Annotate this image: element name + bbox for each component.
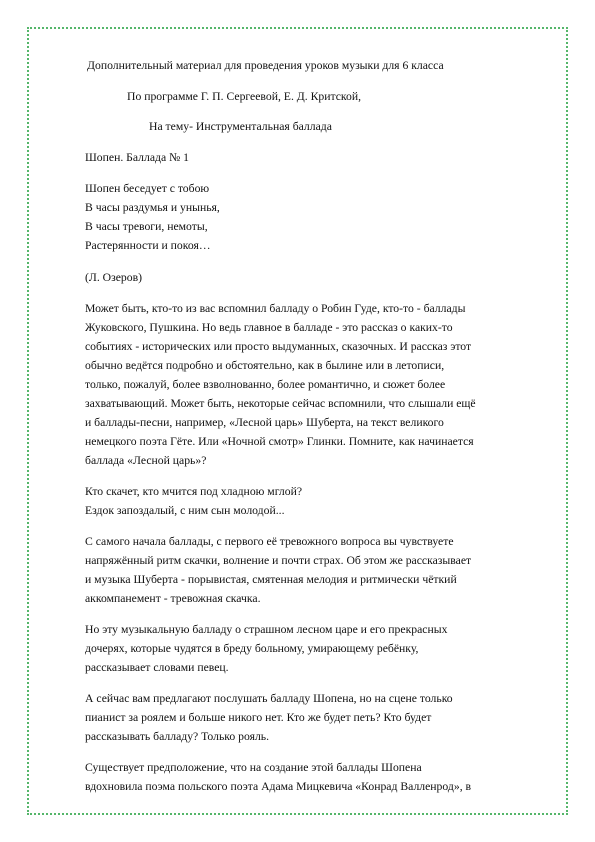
paragraph-line: немецкого поэта Гёте. Или «Ночной смотр» Глинки. Помните, как начинается: [85, 435, 474, 448]
paragraph-1: [85, 299, 530, 470]
paragraph-line: Может быть, кто-то из вас вспомнил балладу о Робин Гуде, кто-то - баллады: [85, 302, 466, 315]
paragraph-line: Существует предположение, что на создание этой баллады Шопена: [85, 761, 422, 774]
paragraph-line: напряжённый ритм скачки, волнение и почти страх. Об этом же рассказывает: [85, 554, 472, 567]
paragraph-line: Но эту музыкальную балладу о страшном лесном царе и его прекрасных: [85, 623, 448, 636]
paragraph-line: рассказывать балладу? Только рояль.: [85, 730, 270, 743]
paragraph-line: только, пожалуй, более взволнованно, более романтично, и сюжет более: [85, 378, 446, 391]
paragraph-line: обычно ведётся подробно и обстоятельно, как в былине или в летописи,: [85, 359, 445, 372]
paragraph-line: вдохновила поэма польского поэта Адама Мицкевича «Конрад Валленрод», в: [85, 780, 472, 793]
quote-line: Ездок запоздалый, с ним сын молодой...: [85, 504, 285, 517]
paragraph-line: событиях - исторических или просто выдуманных, сказочных. И рассказ этот: [85, 340, 472, 353]
document-title: Шопен. Баллада № 1: [85, 151, 190, 164]
quote-block: [85, 482, 530, 520]
poem-author: (Л. Озеров): [85, 271, 143, 284]
poem-block: [85, 179, 530, 255]
poem-line: В часы раздумья и унынья,: [85, 201, 220, 214]
paragraph-line: Жуковского, Пушкина. Но ведь главное в балладе - это рассказ о каких-то: [85, 321, 453, 334]
paragraph-4: [85, 689, 530, 746]
poem-line: В часы тревоги, немоты,: [85, 220, 208, 233]
poem-line: Растерянности и покоя…: [85, 239, 211, 252]
paragraph-line: и музыка Шуберта - порывистая, смятенная мелодия и ритмически чёткий: [85, 573, 457, 586]
header-line-3: На тему- Инструментальная баллада: [149, 120, 332, 133]
paragraph-line: пианист за роялем и больше никого нет. Кто же будет петь? Кто будет: [85, 711, 432, 724]
paragraph-line: рассказывает словами певец.: [85, 661, 229, 674]
paragraph-line: и баллады-песни, например, «Лесной царь» Шуберта, на текст великого: [85, 416, 444, 429]
document-body: [85, 56, 530, 796]
header-line-1: Дополнительный материал для проведения уроков музыки для 6 класса: [87, 59, 444, 72]
paragraph-line: дочерях, которые чудятся в бреду больному, умирающему ребёнку,: [85, 642, 419, 655]
paragraph-5: [85, 758, 530, 796]
paragraph-line: С самого начала баллады, с первого её тревожного вопроса вы чувствуете: [85, 535, 454, 548]
paragraph-line: аккомпанемент - тревожная скачка.: [85, 592, 261, 605]
paragraph-2: [85, 532, 530, 608]
poem-line: Шопен беседует с тобою: [85, 182, 210, 195]
paragraph-line: захватывающий. Может быть, некоторые сейчас вспомнили, что слышали ещё: [85, 397, 476, 410]
paragraph-line: баллада «Лесной царь»?: [85, 454, 207, 467]
header-line-2: По программе Г. П. Сергеевой, Е. Д. Критской,: [127, 90, 362, 103]
paragraph-line: А сейчас вам предлагают послушать балладу Шопена, но на сцене только: [85, 692, 453, 705]
quote-line: Кто скачет, кто мчится под хладною мглой?: [85, 485, 303, 498]
paragraph-3: [85, 620, 530, 677]
